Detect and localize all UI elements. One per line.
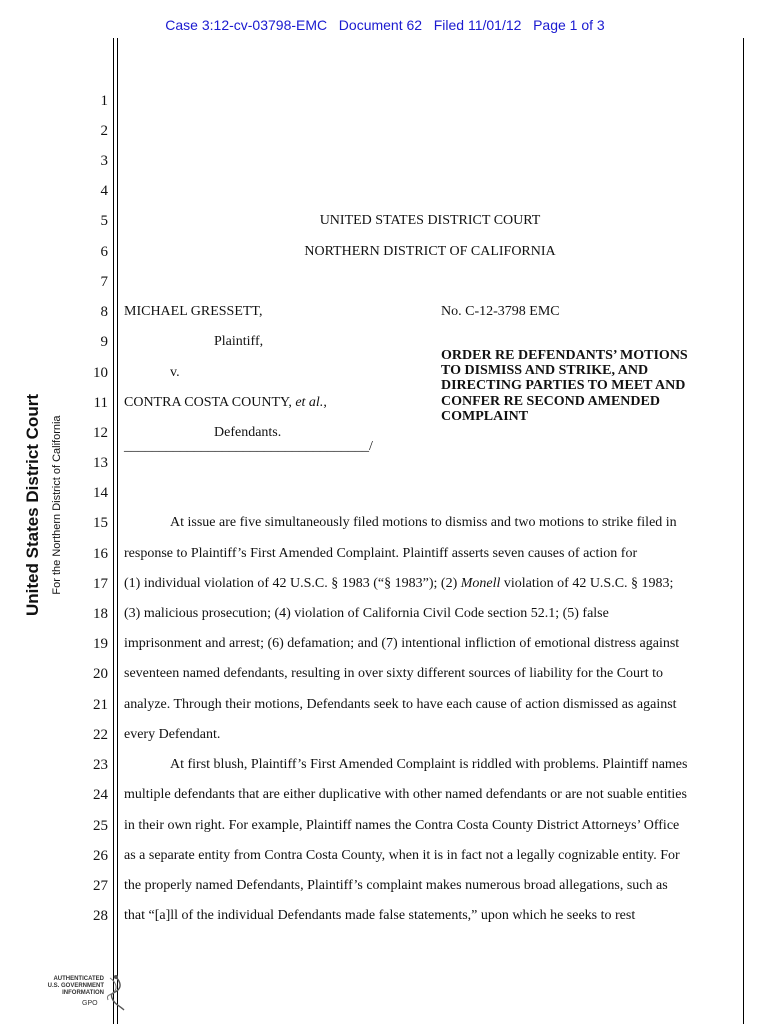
line-number: 9 xyxy=(100,334,108,350)
case-number: No. C-12-3798 EMC xyxy=(441,304,560,319)
body-line: as a separate entity from Contra Costa County, when it is in fact not a legally cognizable entity. For xyxy=(124,848,680,863)
line-number: 17 xyxy=(93,576,108,592)
gpo-eagle-icon xyxy=(40,972,130,1012)
line-number: 14 xyxy=(93,485,108,501)
line-number: 28 xyxy=(93,908,108,924)
plaintiff-role: Plaintiff, xyxy=(214,334,264,349)
line-number: 15 xyxy=(93,515,108,531)
court-side-label: United States District Court xyxy=(23,394,42,616)
line-number: 3 xyxy=(100,153,108,169)
case-header: Case 3:12-cv-03798-EMC Document 62 Filed 11/01/12 Page 1 of 3 xyxy=(165,17,605,33)
plaintiff-name: MICHAEL GRESSETT, xyxy=(124,304,263,319)
line-number: 26 xyxy=(93,848,108,864)
defendant-role: Defendants. xyxy=(214,425,282,440)
line-number: 8 xyxy=(100,304,108,320)
body-line: seventeen named defendants, resulting in over sixty different sources of liability for the Court to xyxy=(124,666,663,681)
defendant-name-text: CONTRA COSTA COUNTY, xyxy=(124,395,292,410)
line-number: 5 xyxy=(100,213,108,229)
body-line-part: (1) individual violation of 42 U.S.C. § 1983 (“§ 1983”); (2) xyxy=(124,576,461,591)
caption-closing-rule: ___________________________________/ xyxy=(124,439,373,454)
gpo-seal-line: U.S. GOVERNMENT xyxy=(47,983,104,989)
body-line: At issue are five simultaneously filed motions to dismiss and two motions to strike filed in xyxy=(170,515,677,530)
district-name: NORTHERN DISTRICT OF CALIFORNIA xyxy=(304,244,556,259)
order-title-line: COMPLAINT xyxy=(441,409,529,424)
order-title-line: DIRECTING PARTIES TO MEET AND xyxy=(441,378,686,393)
body-line: analyze. Through their motions, Defendants seek to have each cause of action dismissed as against xyxy=(124,697,677,712)
body-line: (3) malicious prosecution; (4) violation of California Civil Code section 52.1; (5) false xyxy=(124,606,609,621)
body-line: that “[a]ll of the individual Defendants made false statements,” upon which he seeks to rest xyxy=(124,908,636,923)
versus: v. xyxy=(170,365,180,380)
left-margin-rule-2 xyxy=(117,38,118,1024)
body-line: response to Plaintiff’s First Amended Complaint. Plaintiff asserts seven causes of action for xyxy=(124,546,638,561)
gpo-label: GPO xyxy=(82,1000,98,1007)
defendant-etal: et al. xyxy=(295,395,324,410)
body-line: the properly named Defendants, Plaintiff’s complaint makes numerous broad allegations, such as xyxy=(124,878,668,893)
line-number: 6 xyxy=(100,244,108,260)
body-line: multiple defendants that are either duplicative with other named defendants or are not suable entities xyxy=(124,787,687,802)
line-number: 27 xyxy=(93,878,108,894)
line-number: 25 xyxy=(93,818,108,834)
gpo-seal-line: AUTHENTICATED xyxy=(53,976,104,982)
order-title-line: TO DISMISS AND STRIKE, AND xyxy=(441,363,649,378)
body-line: every Defendant. xyxy=(124,727,221,742)
line-number: 11 xyxy=(93,395,108,411)
line-number: 13 xyxy=(93,455,108,471)
defendant-comma: , xyxy=(323,395,327,410)
left-margin-rule-1 xyxy=(113,38,114,1024)
line-number: 16 xyxy=(93,546,108,562)
body-line: At first blush, Plaintiff’s First Amended Complaint is riddled with problems. Plaintiff names xyxy=(170,757,688,772)
line-number: 23 xyxy=(93,757,108,773)
right-margin-rule xyxy=(743,38,744,1024)
body-line: imprisonment and arrest; (6) defamation; and (7) intentional infliction of emotional distress against xyxy=(124,636,680,651)
line-number: 24 xyxy=(93,787,108,803)
order-title-line: CONFER RE SECOND AMENDED xyxy=(441,394,660,409)
line-number: 10 xyxy=(93,365,108,381)
line-number: 19 xyxy=(93,636,108,652)
body-line-part: violation of 42 U.S.C. § 1983; xyxy=(500,576,674,591)
court-name: UNITED STATES DISTRICT COURT xyxy=(319,213,541,228)
order-title-line: ORDER RE DEFENDANTS’ MOTIONS xyxy=(441,348,688,363)
line-number: 12 xyxy=(93,425,108,441)
monell-term: Monell xyxy=(460,576,501,591)
line-number: 2 xyxy=(100,123,108,139)
body-line xyxy=(124,575,673,593)
line-number: 21 xyxy=(93,697,108,713)
gpo-seal-line: INFORMATION xyxy=(62,990,104,996)
line-number: 1 xyxy=(100,93,108,109)
district-side-label: For the Northern District of California xyxy=(51,415,63,595)
body-line: in their own right. For example, Plaintiff names the Contra Costa County District Attorneys’ Office xyxy=(124,818,680,833)
defendant-name xyxy=(124,394,327,412)
line-number: 20 xyxy=(93,666,108,682)
line-number: 18 xyxy=(93,606,108,622)
line-number: 4 xyxy=(100,183,108,199)
line-number: 7 xyxy=(100,274,108,290)
line-number: 22 xyxy=(93,727,108,743)
